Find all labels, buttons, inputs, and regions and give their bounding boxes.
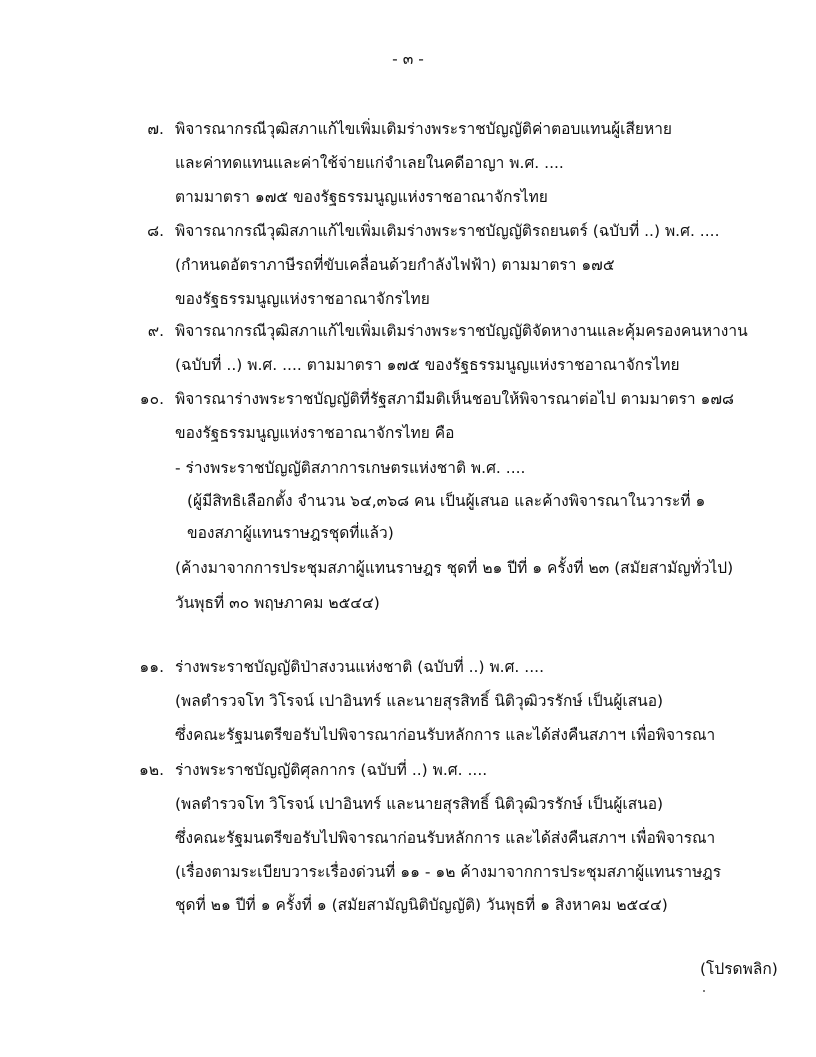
item-11-line-1: ร่างพระราชบัญญัติป่าสงวนแห่งชาติ (ฉบับที่ ..) พ.ศ. .... — [175, 658, 544, 676]
item-8-line-3: ของรัฐธรรมนูญแห่งราชอาณาจักรไทย — [175, 290, 430, 308]
item-10-line-4: (ผู้มีสิทธิเลือกตั้ง จำนวน ๖๔,๓๖๘ คน เป็นผู้เสนอ และค้างพิจารณาในวาระที่ ๑ — [187, 492, 706, 510]
item-12-line-3: ซึ่งคณะรัฐมนตรีขอรับไปพิจารณาก่อนรับหลักการ และได้ส่งคืนสภาฯ เพื่อพิจารณา — [175, 829, 716, 847]
item-9-line-1: พิจารณากรณีวุฒิสภาแก้ไขเพิ่มเติมร่างพระราชบัญญัติจัดหางานและคุ้มครองคนหางาน — [175, 322, 748, 340]
item-10-line-3: - ร่างพระราชบัญญัติสภาการเกษตรแห่งชาติ พ.ศ. .... — [175, 459, 526, 477]
item-8-line-2: (กำหนดอัตราภาษีรถที่ขับเคลื่อนด้วยกำลังไฟฟ้า) ตามมาตรา ๑๗๕ — [175, 256, 615, 274]
item-7-line-2: และค่าทดแทนและค่าใช้จ่ายแก่จำเลยในคดีอาญา พ.ศ. .... — [175, 154, 564, 172]
scan-speck — [703, 990, 705, 992]
item-12-number: ๑๒. — [139, 761, 164, 779]
item-8-line-1: พิจารณากรณีวุฒิสภาแก้ไขเพิ่มเติมร่างพระราชบัญญัติรถยนตร์ (ฉบับที่ ..) พ.ศ. .... — [175, 222, 720, 240]
item-7-line-1: พิจารณากรณีวุฒิสภาแก้ไขเพิ่มเติมร่างพระราชบัญญัติค่าตอบแทนผู้เสียหาย — [175, 120, 673, 138]
item-12-line-5: ชุดที่ ๒๑ ปีที่ ๑ ครั้งที่ ๑ (สมัยสามัญนิติบัญญัติ) วันพุธที่ ๑ สิงหาคม ๒๕๔๔) — [175, 896, 668, 914]
item-10-line-6: (ค้างมาจากการประชุมสภาผู้แทนราษฎร ชุดที่ ๒๑ ปีที่ ๑ ครั้งที่ ๒๓ (สมัยสามัญทั่วไป) — [175, 559, 734, 577]
item-9-number: ๙. — [147, 322, 164, 340]
item-12-line-4: (เรื่องตามระเบียบวาระเรื่องด่วนที่ ๑๑ - ๑๒ ค้างมาจากการประชุมสภาผู้แทนราษฎร — [175, 863, 722, 881]
item-7-number: ๗. — [147, 120, 164, 138]
item-10-line-7: วันพุธที่ ๓๐ พฤษภาคม ๒๕๔๔) — [175, 594, 380, 612]
item-10-line-5: ของสภาผู้แทนราษฎรชุดที่แล้ว) — [187, 524, 394, 542]
item-10-number: ๑๐. — [139, 390, 164, 408]
item-7-line-3: ตามมาตรา ๑๗๕ ของรัฐธรรมนูญแห่งราชอาณาจักรไทย — [175, 188, 548, 206]
item-12-line-2: (พลตำรวจโท วิโรจน์ เปาอินทร์ และนายสุรสิทธิ์ นิติวุฒิวรรักษ์ เป็นผู้เสนอ) — [175, 795, 664, 813]
item-9-line-2: (ฉบับที่ ..) พ.ศ. .... ตามมาตรา ๑๗๕ ของรัฐธรรมนูญแห่งราชอาณาจักรไทย — [175, 356, 680, 374]
item-11-line-2: (พลตำรวจโท วิโรจน์ เปาอินทร์ และนายสุรสิทธิ์ นิติวุฒิวรรักษ์ เป็นผู้เสนอ) — [175, 692, 664, 710]
item-11-number: ๑๑. — [139, 658, 164, 676]
item-12-line-1: ร่างพระราชบัญญัติศุลกากร (ฉบับที่ ..) พ.ศ. .... — [175, 761, 488, 779]
item-8-number: ๘. — [147, 222, 164, 240]
page-number: - ๓ - — [392, 50, 424, 68]
item-11-line-3: ซึ่งคณะรัฐมนตรีขอรับไปพิจารณาก่อนรับหลักการ และได้ส่งคืนสภาฯ เพื่อพิจารณา — [175, 726, 716, 744]
turn-page-note: (โปรดพลิก) — [700, 960, 778, 978]
item-10-line-1: พิจารณาร่างพระราชบัญญัติที่รัฐสภามีมติเห็นชอบให้พิจารณาต่อไป ตามมาตรา ๑๗๘ — [175, 390, 735, 408]
item-10-line-2: ของรัฐธรรมนูญแห่งราชอาณาจักรไทย คือ — [175, 424, 455, 442]
